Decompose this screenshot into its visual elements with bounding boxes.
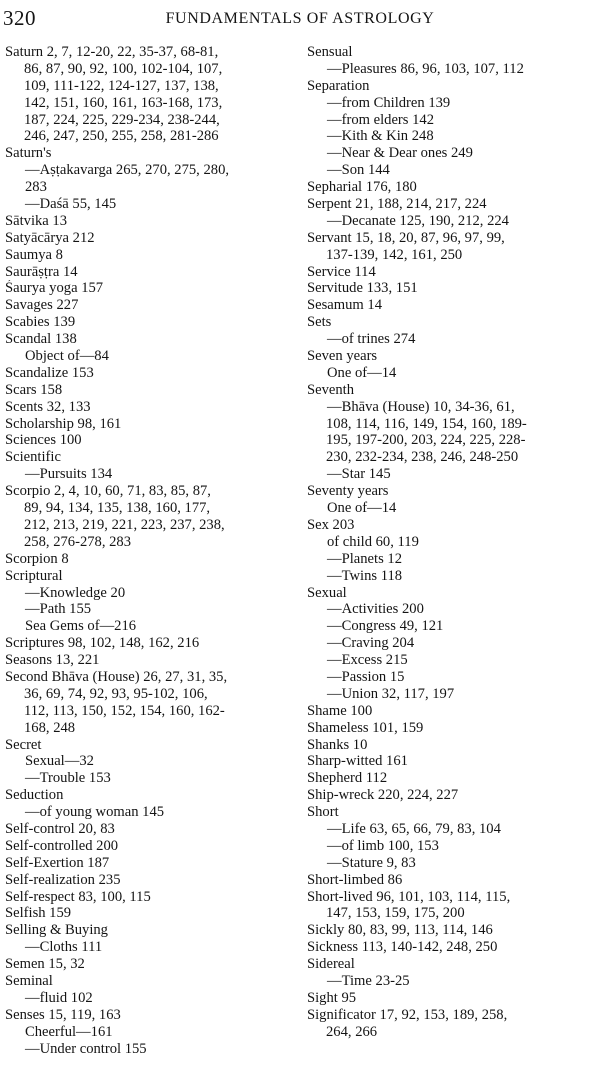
index-subentry: —Daśā 55, 145 — [25, 196, 117, 213]
index-subentry: 147, 153, 159, 175, 200 — [326, 905, 465, 922]
index-entry: Sharp-witted 161 — [307, 753, 408, 770]
index-entry: Sesamum 14 — [307, 297, 382, 314]
index-subentry: —Union 32, 117, 197 — [327, 685, 455, 702]
index-subentry: 264, 266 — [326, 1023, 378, 1040]
index-entry: Self-Exertion 187 — [5, 854, 110, 871]
index-entry: Scandalize 153 — [5, 364, 94, 381]
index-subentry: 86, 87, 90, 92, 100, 102-104, 107, — [24, 60, 223, 77]
index-subentry: One of—14 — [327, 364, 397, 381]
index-subentry: —Cloths 111 — [25, 939, 103, 956]
index-entry: Saurāṣṭra 14 — [5, 263, 78, 280]
index-subentry: —Time 23-25 — [327, 972, 410, 989]
index-subentry: —from Children 139 — [327, 94, 451, 111]
index-entry: Self-control 20, 83 — [5, 820, 115, 837]
index-entry: Scorpio 2, 4, 10, 60, 71, 83, 85, 87, — [5, 483, 211, 500]
index-entry: Shame 100 — [307, 702, 373, 719]
index-subentry: 142, 151, 160, 161, 163-168, 173, — [24, 94, 223, 111]
index-subentry: —Son 144 — [327, 162, 390, 179]
index-entry: Sātvika 13 — [5, 212, 68, 229]
index-entry: Seminal — [5, 972, 53, 989]
index-subentry: —of limb 100, 153 — [327, 837, 439, 854]
index-entry: Selfish 159 — [5, 905, 72, 922]
index-subentry: —Activities 200 — [327, 601, 424, 618]
index-entry: Service 114 — [307, 263, 376, 280]
index-entry: Sensual — [307, 44, 353, 60]
index-subentry: 283 — [25, 179, 47, 196]
index-entry: Self-realization 235 — [5, 871, 121, 888]
index-entry: Sight 95 — [307, 989, 357, 1006]
index-entry: Selling & Buying — [5, 922, 108, 939]
index-subentry: 89, 94, 134, 135, 138, 160, 177, — [24, 500, 211, 517]
index-subentry: —Pursuits 134 — [25, 466, 113, 483]
index-subentry: —Craving 204 — [327, 635, 415, 652]
index-subentry: —Decanate 125, 190, 212, 224 — [327, 212, 509, 229]
index-subentry: —Pleasures 86, 96, 103, 107, 112 — [327, 60, 524, 77]
index-entry: Sickness 113, 140-142, 248, 250 — [307, 939, 498, 956]
index-entry: Sets — [307, 314, 332, 331]
index-entry: Seventh — [307, 381, 355, 398]
index-subentry: 109, 111-122, 124-127, 137, 138, — [24, 77, 219, 94]
index-column-right — [307, 44, 597, 1041]
index-entry: Seduction — [5, 787, 64, 804]
index-entry: Shameless 101, 159 — [307, 719, 424, 736]
index-entry: Servitude 133, 151 — [307, 280, 418, 297]
index-subentry: —from elders 142 — [327, 111, 434, 128]
index-subentry: —Twins 118 — [327, 567, 403, 584]
index-subentry: 212, 213, 219, 221, 223, 237, 238, — [24, 516, 225, 533]
page-header — [0, 4, 600, 34]
index-entry: Serpent 21, 188, 214, 217, 224 — [307, 196, 487, 213]
index-subentry: 168, 248 — [24, 719, 76, 736]
index-entry: Second Bhāva (House) 26, 27, 31, 35, — [5, 668, 228, 685]
index-entry: Sidereal — [307, 956, 355, 973]
index-entry: Senses 15, 119, 163 — [5, 1006, 121, 1023]
running-title: FUNDAMENTALS OF ASTROLOGY — [165, 10, 435, 27]
index-subentry: —Aṣṭakavarga 265, 270, 275, 280, — [25, 162, 230, 179]
index-subentry: —of trines 274 — [327, 331, 416, 348]
page-number: 320 — [3, 6, 36, 30]
index-subentry: 36, 69, 74, 92, 93, 95-102, 106, — [24, 685, 208, 702]
index-subentry: —of young woman 145 — [25, 804, 165, 821]
index-column-left — [5, 44, 295, 1057]
index-subentry: 230, 232-234, 238, 246, 248-250 — [326, 449, 519, 466]
index-entry: Significator 17, 92, 153, 189, 258, — [307, 1006, 508, 1023]
index-entry: Scandal 138 — [5, 331, 77, 348]
index-subentry: 108, 114, 116, 149, 154, 160, 189- — [326, 415, 527, 432]
index-entry: Seasons 13, 221 — [5, 652, 100, 669]
index-subentry: Sexual—32 — [25, 753, 94, 770]
index-entry: Scientific — [5, 449, 61, 466]
index-subentry: 195, 197-200, 203, 224, 225, 228- — [326, 432, 526, 449]
index-entry: Scabies 139 — [5, 314, 76, 331]
index-entry: Self-controlled 200 — [5, 837, 119, 854]
index-subentry: 258, 276-278, 283 — [24, 533, 132, 550]
index-entry: Scholarship 98, 161 — [5, 415, 122, 432]
index-subentry: —Planets 12 — [327, 550, 402, 567]
index-subentry: Object of—84 — [25, 348, 109, 365]
index-subentry: Sea Gems of—216 — [25, 618, 137, 635]
index-entry: Shanks 10 — [307, 736, 368, 753]
index-subentry: —fluid 102 — [25, 989, 93, 1006]
index-subentry: —Life 63, 65, 66, 79, 83, 104 — [327, 820, 501, 837]
index-subentry: —Congress 49, 121 — [327, 618, 444, 635]
index-entry: Secret — [5, 736, 42, 753]
index-entry: Semen 15, 32 — [5, 956, 85, 973]
index-entry: Scars 158 — [5, 381, 63, 398]
index-entry: Separation — [307, 77, 370, 94]
index-subentry: One of—14 — [327, 500, 397, 517]
index-subentry: —Trouble 153 — [25, 770, 111, 787]
index-entry: Servant 15, 18, 20, 87, 96, 97, 99, — [307, 229, 505, 246]
index-entry: Short-limbed 86 — [307, 871, 403, 888]
index-subentry: —Knowledge 20 — [25, 584, 126, 601]
index-entry: Sepharial 176, 180 — [307, 179, 417, 196]
index-subentry: 137-139, 142, 161, 250 — [326, 246, 463, 263]
index-entry: Short — [307, 804, 339, 821]
index-subentry: —Kith & Kin 248 — [327, 128, 434, 145]
index-subentry: —Near & Dear ones 249 — [327, 145, 473, 162]
index-subentry: —Path 155 — [25, 601, 92, 618]
index-subentry: of child 60, 119 — [327, 533, 419, 550]
index-entry: Saumya 8 — [5, 246, 63, 263]
index-entry: Sickly 80, 83, 99, 113, 114, 146 — [307, 922, 493, 939]
index-entry: Sciences 100 — [5, 432, 82, 449]
index-entry: Satyācārya 212 — [5, 229, 95, 246]
index-entry: Shepherd 112 — [307, 770, 388, 787]
index-subentry: —Stature 9, 83 — [327, 854, 416, 871]
index-entry: Self-respect 83, 100, 115 — [5, 888, 151, 905]
index-entry: Savages 227 — [5, 297, 79, 314]
index-entry: Sex 203 — [307, 516, 355, 533]
index-subentry: 112, 113, 150, 152, 154, 160, 162- — [24, 702, 225, 719]
index-entry: Scriptures 98, 102, 148, 162, 216 — [5, 635, 200, 652]
index-entry: Seventy years — [307, 483, 389, 500]
index-entry: Short-lived 96, 101, 103, 114, 115, — [307, 888, 511, 905]
index-subentry: 187, 224, 225, 229-234, 238-244, — [24, 111, 220, 128]
index-subentry: 246, 247, 250, 255, 258, 281-286 — [24, 128, 219, 145]
index-subentry: Cheerful—161 — [25, 1023, 113, 1040]
index-subentry: —Passion 15 — [327, 668, 405, 685]
index-entry: Saturn 2, 7, 12-20, 22, 35-37, 68-81, — [5, 44, 219, 60]
index-entry: Scorpion 8 — [5, 550, 69, 567]
index-entry: Śaurya yoga 157 — [5, 280, 104, 297]
index-entry: Sexual — [307, 584, 347, 601]
index-entry: Scriptural — [5, 567, 63, 584]
index-subentry: —Star 145 — [327, 466, 391, 483]
index-entry: Saturn's — [5, 145, 52, 162]
index-subentry: —Excess 215 — [327, 652, 408, 669]
index-subentry: —Bhāva (House) 10, 34-36, 61, — [327, 398, 515, 415]
index-entry: Scents 32, 133 — [5, 398, 91, 415]
index-subentry: —Under control 155 — [25, 1040, 147, 1057]
index-entry: Seven years — [307, 348, 378, 365]
index-entry: Ship-wreck 220, 224, 227 — [307, 787, 459, 804]
